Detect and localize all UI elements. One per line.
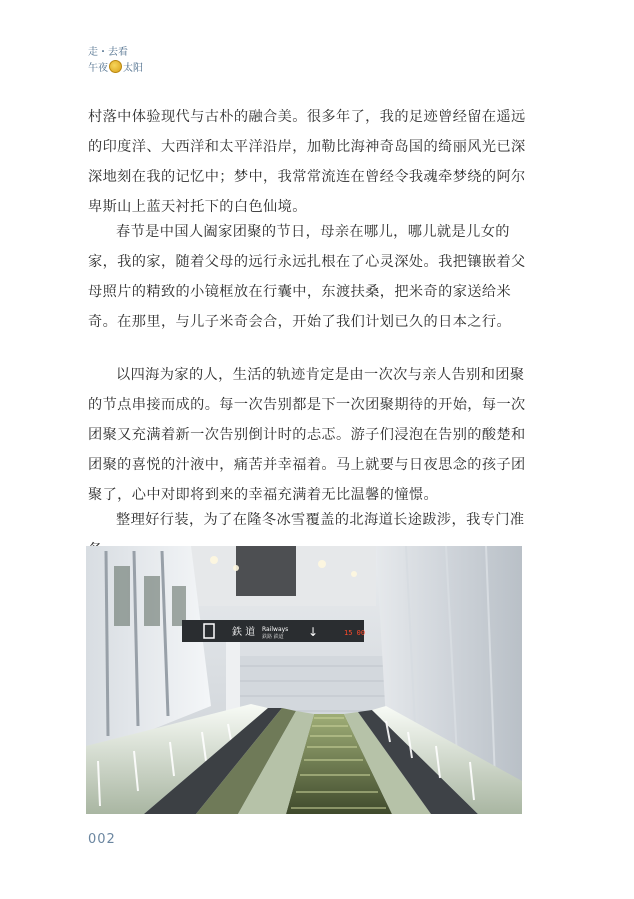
paragraph-4: 整理好行装，为了在隆冬冰雪覆盖的北海道长途跋涉，我专门准 xyxy=(116,512,525,528)
chapter-title-part1: 午夜 xyxy=(88,63,108,74)
page-number: 002 xyxy=(88,832,116,847)
chapter-title xyxy=(88,60,143,76)
sun-icon xyxy=(109,60,122,73)
paragraph-1: 村落中体验现代与古朴的融合美。很多年了，我的足迹曾经留在遥远的印度洋、大西洋和太平洋沿岸，加勒比海神奇岛国的绮丽风光已深深地刻在我的记忆中；梦中，我常常流连在曾经令我魂牵梦绕的阿尔卑斯山上蓝天衬托下的白色仙境。 xyxy=(88,109,526,215)
paragraph-2: 春节是中国人阖家团聚的节日，母亲在哪儿，哪儿就是儿女的家，我的家，随着父母的远行永远扎根在了心灵深处。我把镶嵌着父母照片的精致的小镜框放在行囊中，东渡扶桑，把米奇的家送给米奇。在那里，与儿子米奇会合，开始了我们计划已久的日本之行。 xyxy=(88,224,526,330)
running-head xyxy=(88,46,143,76)
sign-subtitle: 鉄路 鉄道 xyxy=(262,634,284,640)
railways-sign xyxy=(182,620,365,642)
escalator-photo xyxy=(86,546,522,814)
down-arrow-icon: ↓ xyxy=(308,625,319,639)
book-title: 走・去看 xyxy=(88,47,128,58)
sign-english: Railways xyxy=(262,626,289,633)
sign-led-clock: 15 00 xyxy=(344,629,366,637)
paragraph-3: 以四海为家的人，生活的轨迹肯定是由一次次与亲人告别和团聚的节点串接而成的。每一次告别都是下一次团聚期待的开始，每一次团聚又充满着新一次告别倒计时的忐忑。游子们浸泡在告别的酸楚和团聚的喜悦的汁液中，痛苦并幸福着。马上就要与日夜思念的孩子团聚了，心中对即将到来的幸福充满着无比温馨的憧憬。 xyxy=(88,367,526,503)
sign-kanji: 鉄 道 xyxy=(232,627,256,638)
escalator-photo-drawing xyxy=(86,546,522,814)
chapter-title-part2: 太阳 xyxy=(123,63,143,74)
